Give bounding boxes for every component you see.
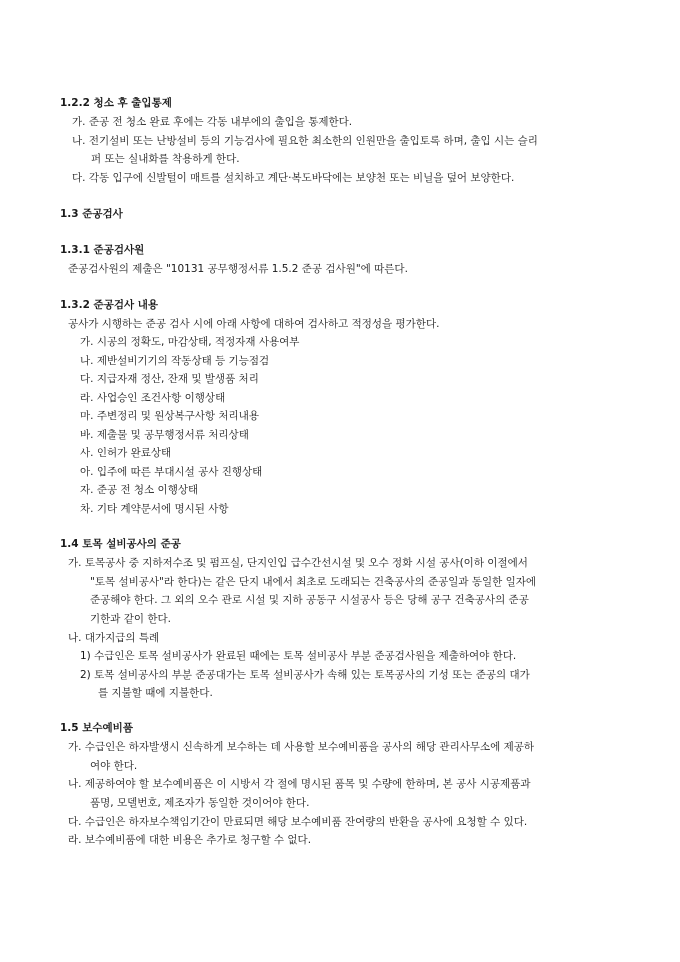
list-item: 나. 제공하여야 할 보수예비품은 이 시방서 각 절에 명시된 품목 및 수량에 한하며, 본 공사 시공제품과 [68, 778, 531, 790]
list-item-continuation: 기한과 같이 한다. [90, 613, 172, 625]
list-item: 나. 제반설비기기의 작동상태 등 기능점검 [80, 355, 270, 367]
list-item-continuation: "토목 설비공사"라 한다)는 같은 단지 내에서 최초로 도래되는 건축공사의 준공일과 동일한 일자에 [90, 576, 537, 588]
section-heading-1-5: 1.5 보수예비품 [60, 722, 133, 734]
list-item-continuation: 여야 한다. [90, 760, 138, 772]
list-item-continuation: 퍼 또는 실내화를 착용하게 한다. [91, 153, 240, 165]
section-heading-1-2-2: 1.2.2 청소 후 출입통제 [60, 97, 172, 109]
list-item: 가. 수급인은 하자발생시 신속하게 보수하는 데 사용할 보수예비품을 공사의 해당 관리사무소에 제공하 [68, 741, 535, 753]
list-item: 가. 토목공사 중 지하저수조 및 펌프실, 단지인입 급수간선시설 및 오수 정화 시설 공사(이하 이절에서 [68, 557, 528, 569]
paragraph: 준공검사원의 제출은 "10131 공무행정서류 1.5.2 준공 검사원"에 따른다. [68, 263, 408, 275]
sub-list-item: 2) 토목 설비공사의 부분 준공대가는 토목 설비공사가 속해 있는 토목공사의 기성 또는 준공의 대가 [80, 669, 530, 681]
list-item: 다. 각동 입구에 신발털이 매트를 설치하고 계단·복도바닥에는 보양천 또는 비닐을 덮어 보양한다. [72, 172, 515, 184]
sub-list-item: 1) 수급인은 토목 설비공사가 완료된 때에는 토목 설비공사 부분 준공검사원을 제출하여야 한다. [80, 650, 517, 662]
list-item-continuation: 준공해야 한다. 그 외의 오수 관로 시설 및 지하 공동구 시설공사 등은 당해 공구 건축공사의 준공 [90, 594, 529, 606]
list-item: 나. 대가지급의 특례 [68, 632, 160, 644]
section-heading-1-3-1: 1.3.1 준공검사원 [60, 244, 145, 256]
section-heading-1-3-2: 1.3.2 준공검사 내용 [60, 299, 159, 311]
list-item: 마. 주변정리 및 원상복구사항 처리내용 [80, 410, 259, 422]
section-heading-1-3: 1.3 준공검사 [60, 208, 123, 220]
list-item: 차. 기타 계약문서에 명시된 사항 [80, 503, 229, 515]
list-item: 자. 준공 전 청소 이행상태 [80, 484, 199, 496]
list-item: 사. 인허가 완료상태 [80, 447, 172, 459]
section-heading-1-4: 1.4 토목 설비공사의 준공 [60, 538, 181, 550]
list-item: 다. 지급자재 정산, 잔재 및 발생품 처리 [80, 373, 259, 385]
list-item: 가. 준공 전 청소 완료 후에는 각동 내부에의 출입을 통제한다. [72, 116, 353, 128]
list-item-continuation: 품명, 모델번호, 제조자가 동일한 것이어야 한다. [90, 797, 310, 809]
list-item: 라. 사업승인 조건사항 이행상태 [80, 392, 226, 404]
list-item: 나. 전기설비 또는 난방설비 등의 기능검사에 필요한 최소한의 인원만을 출입토록 하며, 출입 시는 슬리 [72, 135, 538, 147]
list-item: 가. 시공의 정확도, 마감상태, 적정자재 사용여부 [80, 336, 300, 348]
sub-list-item-continuation: 를 지불할 때에 지불한다. [98, 687, 213, 699]
list-item: 다. 수급인은 하자보수책임기간이 만료되면 해당 보수예비품 잔여량의 반환을 공사에 요청할 수 있다. [68, 816, 528, 828]
list-item: 라. 보수예비품에 대한 비용은 추가로 청구할 수 없다. [68, 834, 312, 846]
list-item: 아. 입주에 따른 부대시설 공사 진행상태 [80, 466, 263, 478]
paragraph: 공사가 시행하는 준공 검사 시에 아래 사항에 대하여 검사하고 적정성을 평가한다. [68, 318, 440, 330]
list-item: 바. 제출물 및 공무행정서류 처리상태 [80, 429, 249, 441]
